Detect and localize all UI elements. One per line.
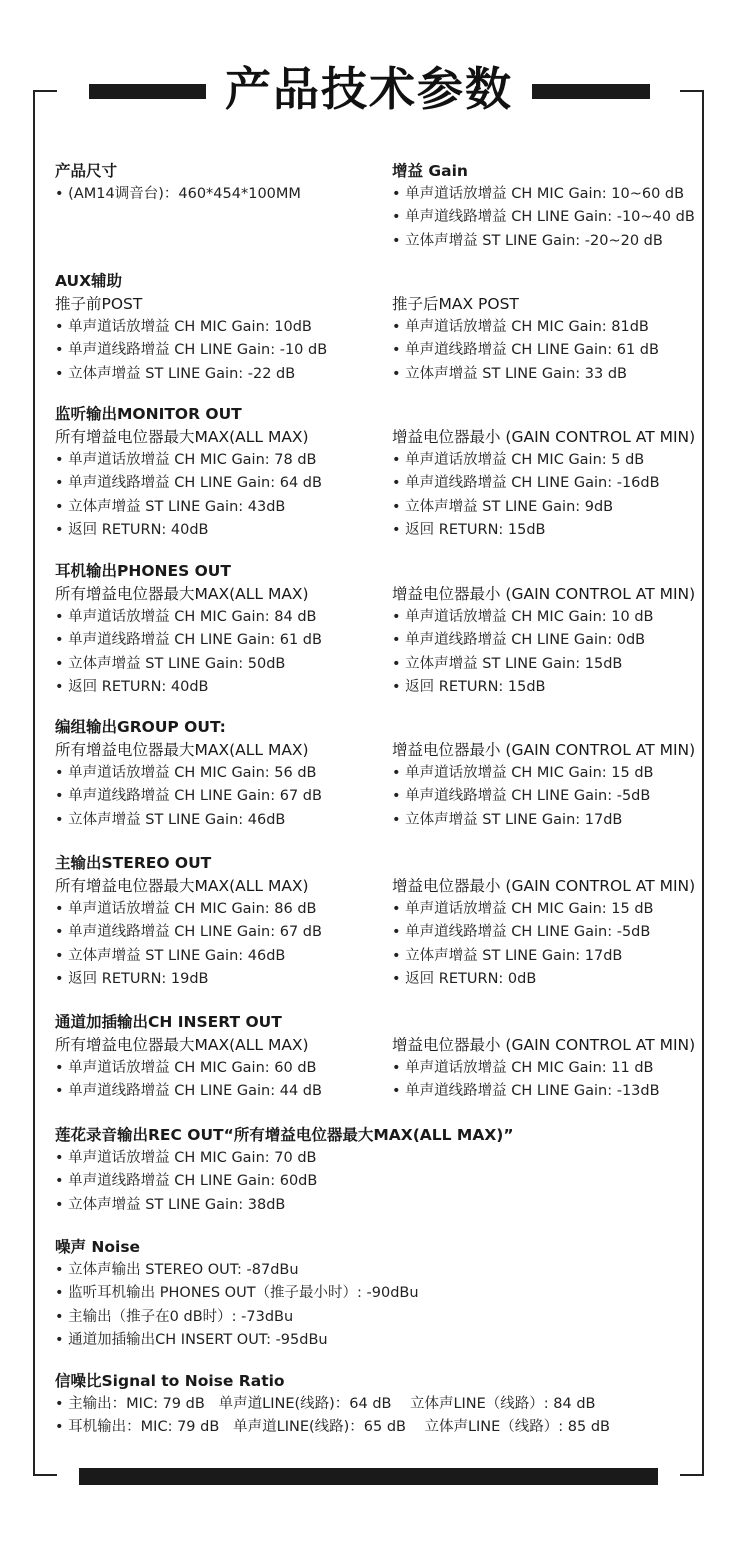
- spec-item: • 立体声增益 ST LINE Gain: -22 dB: [55, 363, 327, 386]
- section-heading: 产品尺寸: [55, 162, 118, 180]
- spec-item: • 返回 RETURN: 0dB: [392, 968, 695, 991]
- spec-item: • 立体声增益 ST LINE Gain: 46dB: [55, 945, 322, 968]
- section-subheading: 增益电位器最小 (GAIN CONTROL AT MIN): [392, 585, 696, 603]
- section-heading: 监听输出MONITOR OUT: [55, 405, 242, 423]
- spec-item: • 单声道话放增益 CH MIC Gain: 84 dB: [55, 606, 322, 629]
- section-gain: [392, 160, 695, 253]
- spec-item: • 返回 RETURN: 40dB: [55, 676, 322, 699]
- section-subheading: 所有增益电位器最大MAX(ALL MAX): [55, 877, 309, 895]
- spec-item: • (AM14调音台)：460*454*100MM: [55, 183, 301, 206]
- frame-corner-top-left: [33, 90, 57, 92]
- page-title: 产品技术参数: [225, 62, 513, 116]
- section-heading: 主输出STEREO OUT: [55, 854, 212, 872]
- spec-item: • 主输出：MIC: 79 dB 单声道LINE(线路)：64 dB 立体声LINE（线路）: 84 dB: [55, 1393, 610, 1416]
- spec-item: • 单声道线路增益 CH LINE Gain: 44 dB: [55, 1080, 322, 1103]
- section-heading: 编组输出GROUP OUT:: [55, 718, 226, 736]
- spec-item: • 单声道话放增益 CH MIC Gain: 15 dB: [392, 898, 695, 921]
- title-bar-left: [89, 84, 206, 99]
- spec-item: • 单声道话放增益 CH MIC Gain: 10~60 dB: [392, 183, 695, 206]
- section-subheading: 增益电位器最小 (GAIN CONTROL AT MIN): [392, 1036, 696, 1054]
- spec-item: • 单声道线路增益 CH LINE Gain: 64 dB: [55, 472, 322, 495]
- spec-item: • 单声道线路增益 CH LINE Gain: -13dB: [392, 1080, 695, 1103]
- section-heading: AUX辅助: [55, 272, 123, 290]
- spec-item: • 单声道线路增益 CH LINE Gain: -16dB: [392, 472, 695, 495]
- spec-item: • 立体声增益 ST LINE Gain: 33 dB: [392, 363, 659, 386]
- spec-item: • 返回 RETURN: 19dB: [55, 968, 322, 991]
- section-heading: 增益 Gain: [392, 162, 468, 180]
- section-subheading: 推子前POST: [55, 295, 143, 313]
- spec-item: • 主输出（推子在0 dB时）: -73dBu: [55, 1306, 419, 1329]
- spec-item: • 单声道线路增益 CH LINE Gain: 67 dB: [55, 785, 322, 808]
- spec-item: • 单声道话放增益 CH MIC Gain: 60 dB: [55, 1057, 322, 1080]
- spec-item: • 单声道话放增益 CH MIC Gain: 56 dB: [55, 762, 322, 785]
- spec-item: • 立体声增益 ST LINE Gain: 46dB: [55, 809, 322, 832]
- section-rec: [55, 1124, 514, 1217]
- spec-item: • 单声道话放增益 CH MIC Gain: 78 dB: [55, 449, 322, 472]
- section-size: [55, 160, 301, 206]
- section-aux-left: [55, 270, 327, 386]
- section-phones-right: [392, 583, 695, 699]
- title-bar-right: [532, 84, 650, 99]
- spec-item: • 立体声增益 ST LINE Gain: 38dB: [55, 1194, 514, 1217]
- section-subheading: 所有增益电位器最大MAX(ALL MAX): [55, 741, 309, 759]
- spec-item: • 单声道话放增益 CH MIC Gain: 10 dB: [392, 606, 695, 629]
- section-subheading: 增益电位器最小 (GAIN CONTROL AT MIN): [392, 428, 696, 446]
- spec-item: • 单声道线路增益 CH LINE Gain: 60dB: [55, 1170, 514, 1193]
- spec-item: • 立体声输出 STEREO OUT: -87dBu: [55, 1259, 419, 1282]
- spec-item: • 返回 RETURN: 40dB: [55, 519, 322, 542]
- spec-item: • 立体声增益 ST LINE Gain: 17dB: [392, 809, 695, 832]
- section-monitor-left: [55, 403, 322, 542]
- section-subheading: 所有增益电位器最大MAX(ALL MAX): [55, 1036, 309, 1054]
- spec-item: • 单声道线路增益 CH LINE Gain: -10 dB: [55, 339, 327, 362]
- section-subheading: 所有增益电位器最大MAX(ALL MAX): [55, 428, 309, 446]
- spec-item: • 返回 RETURN: 15dB: [392, 676, 695, 699]
- spec-item: • 耳机输出：MIC: 79 dB 单声道LINE(线路)：65 dB 立体声LINE（线路）: 85 dB: [55, 1416, 610, 1439]
- spec-item: • 立体声增益 ST LINE Gain: 43dB: [55, 496, 322, 519]
- section-stereo-left: [55, 852, 322, 991]
- spec-item: • 单声道线路增益 CH LINE Gain: 61 dB: [55, 629, 322, 652]
- spec-item: • 监听耳机输出 PHONES OUT（推子最小时）: -90dBu: [55, 1282, 419, 1305]
- section-subheading: 增益电位器最小 (GAIN CONTROL AT MIN): [392, 877, 696, 895]
- spec-item: • 通道加插输出CH INSERT OUT: -95dBu: [55, 1329, 419, 1352]
- spec-item: • 单声道话放增益 CH MIC Gain: 10dB: [55, 316, 327, 339]
- spec-item: • 单声道话放增益 CH MIC Gain: 70 dB: [55, 1147, 514, 1170]
- section-subheading: 推子后MAX POST: [392, 295, 519, 313]
- spec-item: • 单声道线路增益 CH LINE Gain: -10~40 dB: [392, 206, 695, 229]
- section-monitor-right: [392, 426, 695, 542]
- frame-corner-bottom-left: [33, 1474, 57, 1476]
- section-heading: 莲花录音输出REC OUT“所有增益电位器最大MAX(ALL MAX)”: [55, 1126, 514, 1144]
- spec-item: • 立体声增益 ST LINE Gain: 9dB: [392, 496, 695, 519]
- spec-item: • 立体声增益 ST LINE Gain: 50dB: [55, 653, 322, 676]
- section-insert-left: [55, 1011, 322, 1104]
- spec-item: • 立体声增益 ST LINE Gain: 17dB: [392, 945, 695, 968]
- frame-corner-bottom-right: [680, 1474, 704, 1476]
- section-heading: 通道加插输出CH INSERT OUT: [55, 1013, 282, 1031]
- spec-item: • 单声道话放增益 CH MIC Gain: 81dB: [392, 316, 659, 339]
- spec-item: • 单声道线路增益 CH LINE Gain: -5dB: [392, 785, 695, 808]
- spec-item: • 返回 RETURN: 15dB: [392, 519, 695, 542]
- bottom-bar: [79, 1468, 658, 1485]
- section-heading: 噪声 Noise: [55, 1238, 141, 1256]
- section-group-left: [55, 716, 322, 832]
- section-subheading: 所有增益电位器最大MAX(ALL MAX): [55, 585, 309, 603]
- section-snr: [55, 1370, 610, 1440]
- spec-item: • 单声道话放增益 CH MIC Gain: 11 dB: [392, 1057, 695, 1080]
- spec-item: • 单声道线路增益 CH LINE Gain: 0dB: [392, 629, 695, 652]
- spec-item: • 单声道线路增益 CH LINE Gain: 67 dB: [55, 921, 322, 944]
- section-stereo-right: [392, 875, 695, 991]
- section-heading: 信噪比Signal to Noise Ratio: [55, 1372, 285, 1390]
- frame-corner-top-right: [680, 90, 704, 92]
- spec-item: • 单声道话放增益 CH MIC Gain: 15 dB: [392, 762, 695, 785]
- spec-item: • 立体声增益 ST LINE Gain: 15dB: [392, 653, 695, 676]
- section-phones-left: [55, 560, 322, 699]
- spec-item: • 单声道线路增益 CH LINE Gain: -5dB: [392, 921, 695, 944]
- spec-item: • 单声道话放增益 CH MIC Gain: 86 dB: [55, 898, 322, 921]
- section-group-right: [392, 739, 695, 832]
- spec-item: • 单声道话放增益 CH MIC Gain: 5 dB: [392, 449, 695, 472]
- spec-item: • 单声道线路增益 CH LINE Gain: 61 dB: [392, 339, 659, 362]
- section-noise: [55, 1236, 419, 1352]
- section-insert-right: [392, 1034, 695, 1104]
- section-subheading: 增益电位器最小 (GAIN CONTROL AT MIN): [392, 741, 696, 759]
- section-heading: 耳机输出PHONES OUT: [55, 562, 231, 580]
- section-aux-right: [392, 293, 659, 386]
- spec-item: • 立体声增益 ST LINE Gain: -20~20 dB: [392, 230, 695, 253]
